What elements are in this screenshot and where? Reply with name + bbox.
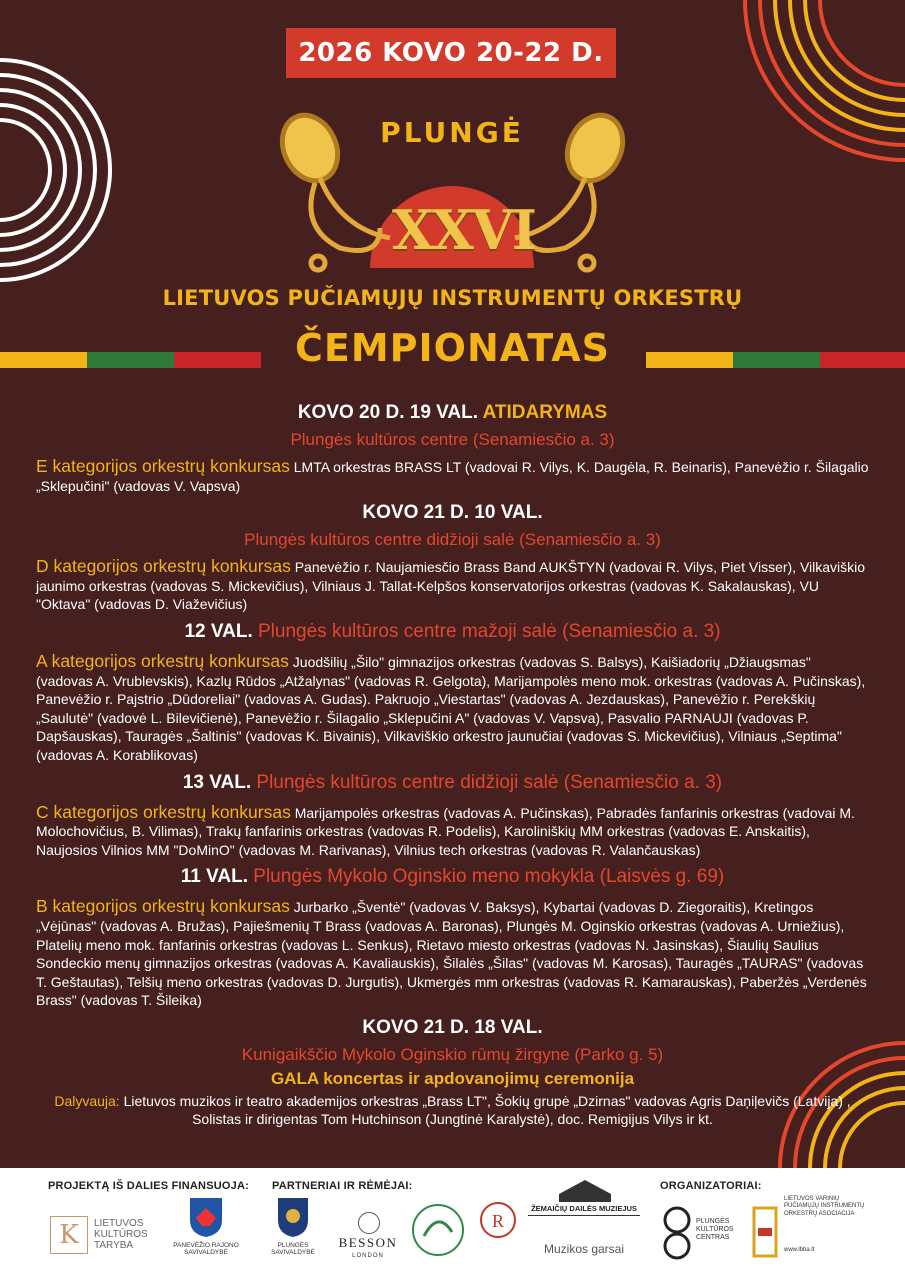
event-6-text — [36, 1092, 869, 1129]
event-2-text — [36, 557, 869, 614]
event-6-gala: GALA koncertas ir apdovanojimų ceremonija — [270, 1068, 635, 1088]
lvpioa-logo-icon — [750, 1204, 780, 1260]
event-3-text — [36, 652, 869, 765]
event-1-category: E kategorijos orkestrų konkursas — [36, 456, 290, 476]
sponsors-footer — [0, 1168, 905, 1280]
event-4-category: C kategorijos orkestrų konkursas — [36, 801, 291, 822]
program-content — [36, 401, 869, 1132]
event-2-header — [36, 501, 869, 525]
event-3-participants: Juodšilių „Šilo" gimnazijos orkestras (vadovas S. Balsys), Kaišiadorių „Džiaugsmas" (vadovas A. Vrublevskis), Kazlų Rūdos „Atžalynas" (vadovas R. Gelgota), Marijampolės meno mok. orkestras (vadovas A. Pučinskas), Panevėžio r. Pajstrio „Dūdoreliai" (vadovas A. Gudas). Pakruojo „Viestartas" (vadovas A. Jezdauskas), Panevėžio r. Perekškių „Saulutė" (vadovė L. Bilevičienė), Panevėžio r. Šilagalio „Sklepučini A" (vadovas V. Vapsva), Pasvalio PARNAUJI (vadovas P. Dapšauskas), Tauragės „Šaltinis" (vadovas K. Bivainis), Vilkaviškio orkestro jaunučiai (vadovas S. Mickevičius), Vilniaus „Septima" (vadovas A. Korablikovas) — [36, 653, 866, 763]
event-1-participants: LMTA orkestras BRASS LT (vadovai R. Vilys, K. Daugėla, R. Beinaris), Panevėžio r. Šilagalio „Sklepučini" (vadovas V. Vapsva) — [36, 459, 869, 494]
event-6-header — [36, 1016, 869, 1040]
besson-logo-text: BESSON — [338, 1235, 398, 1250]
lvpioa-url: www.lbba.lt — [784, 1247, 815, 1253]
event-6-time: KOVO 21 D. 18 VAL. — [362, 1016, 543, 1038]
event-5-text — [36, 897, 869, 1010]
event-1-header — [36, 401, 869, 425]
event-4-header — [36, 771, 869, 795]
event-2-category: D kategorijos orkestrų konkursas — [36, 556, 291, 577]
muzikos-garsai-logo-text: Muzikos garsai — [543, 1242, 625, 1256]
funders-heading: PROJEKTĄ IŠ DALIES FINANSUOJA: — [48, 1180, 249, 1192]
event-6-participants: Lietuvos muzikos ir teatro akademijos orkestras „Brass LT", Šokių grupė „Dzirnas" vadovas Agris Daņiļevičs (Latvija) , Solistas ir dirigentas Tom Hutchinson (Jungtinė Karalystė), doc. Remigijus Vilys ir kt. — [119, 1092, 851, 1128]
svg-text:R: R — [491, 1211, 505, 1231]
plunge-coat-icon — [276, 1196, 310, 1238]
besson-logo-subtext: LONDON — [352, 1253, 384, 1259]
date-banner: 2026 KOVO 20-22 D. — [286, 28, 616, 78]
event-5-venue: Plungės Mykolo Oginskio meno mokykla (Laisvės g. 69) — [253, 866, 725, 888]
music-school-logo-icon — [410, 1202, 466, 1258]
museum-logo-text: ŽEMAIČIŲ DAILĖS MUZIEJUS — [528, 1204, 640, 1216]
event-3-category: A kategorijos orkestrų konkursas — [36, 650, 289, 671]
flag-stripes-right — [646, 352, 905, 368]
event-1-text — [36, 457, 869, 495]
event-5-header — [36, 865, 869, 889]
organizers-heading: ORGANIZATORIAI: — [660, 1180, 762, 1192]
event-2-venue: Plungės kultūros centre didžioji salė (Senamiesčio a. 3) — [244, 530, 661, 550]
event-3-header — [36, 620, 869, 644]
event-5-category: B kategorijos orkestrų konkursas — [36, 896, 290, 917]
event-1-venue: Plungės kultūros centre (Senamiesčio a. 3) — [290, 430, 615, 449]
event-4-venue: Plungės kultūros centre didžioji salė (Senamiesčio a. 3) — [256, 771, 723, 793]
lvpioa-logo-text: LIETUVOS VARINIŲ PUČIAMŲJŲ INSTRUMENTŲ ORKESTRŲ ASOCIACIJA — [784, 1196, 865, 1217]
partners-heading: PARTNERIAI IR RĖMĖJAI: — [272, 1180, 413, 1192]
event-4-participants: Marijampolės orkestras (vadovas A. Pučinskas), Pabradės fanfarinis orkestras (vadovai M. Molochovičius, B. Vilimas), Trakų fanfarinis orkestras (vadovas R. Podelis), Karoliniškių MM orkestras (vadovas E. Anskaitis), Naujosios Vilnios MM "DoMinO" (vadovas M. Rarivanas), Vilnius tech orkestras (vadovas R. Valančauskas) — [36, 804, 855, 858]
event-1-time: KOVO 20 D. 19 VAL. — [297, 402, 479, 423]
event-6-venue: Kunigaikščio Mykolo Oginskio rūmų žirgyne (Parko g. 5) — [241, 1044, 664, 1064]
panevezys-logo-text: PANEVĖŽIO RAJONO SAVIVALDYBĖ — [173, 1242, 239, 1256]
museum-building-icon — [555, 1174, 615, 1204]
flag-stripes-left — [0, 352, 261, 368]
event-4-time: 13 VAL. — [182, 771, 252, 793]
event-5-time: 11 VAL. — [180, 866, 248, 888]
event-1-label: ATIDARYMAS — [482, 402, 608, 423]
romantic-logo-icon — [478, 1200, 518, 1252]
event-2-participants: Panevėžio r. Naujamiesčio Brass Band AUKŠTYN (vadovai R. Vilys, Piet Visser), Vilkaviškio jaunimo orkestras (vadovas S. Mickevičius), Vilniaus J. Tallat-Kelpšos konservatorijos orkestras (vadovas K. Sakalauskas), VU "Oktava" (vadovas D. Viaževičius) — [36, 559, 866, 613]
plunges-kc-logo-icon — [660, 1206, 694, 1260]
event-3-venue: Plungės kultūros centre mažoji salė (Senamiesčio a. 3) — [258, 620, 721, 642]
ltk-logo-mark: K — [50, 1216, 88, 1254]
event-2-time: KOVO 21 D. 10 VAL. — [362, 502, 543, 524]
panevezys-coat-icon — [188, 1196, 224, 1238]
plunges-kc-logo-text: PLUNGĖS KULTŪROS CENTRAS — [696, 1218, 734, 1241]
ltk-logo-text: LIETUVOS KULTŪROS TARYBA — [94, 1218, 148, 1251]
event-6-participants-label: Dalyvauja: — [54, 1092, 120, 1109]
event-5-participants: Jurbarko „Šventė" (vadovas V. Baksys), Kybartai (vadovas D. Ziegoraitis), Kretingos „Vėjūnas" (vadovas A. Bružas), Pajiešmenių T Brass (vadovas A. Baronas), Plungės M. Oginskio orkestras (vadovas A. Urniežius), Platelių meno mok. fanfarinis orkestras (vadovas L. Senkus), Rietavo miesto orkestras (vadovas N. Jasinskas), Šiaulių Saulius Sondeckio menų gimnazijos orkestras (vadovas A. Kavaliauskis), Šilalės „Šilas" (vadovas M. Karosas), Tauragės „TAURAS" (vadovas T. Geštautas), Telšių meno orkestras (vadovas D. Jurgutis), Ukmergės mm orkestras (vadovas R. Kamarauskas), Paberžės „Verdenės Brass" (vadovas T. Šileika) — [36, 899, 867, 1009]
city-name: PLUNGĖ — [380, 116, 524, 149]
event-4-text — [36, 803, 869, 860]
edition-number: XXVI — [392, 198, 535, 262]
title-line-1: LIETUVOS PUČIAMŲJŲ INSTRUMENTŲ ORKESTRŲ — [162, 286, 743, 310]
besson-emblem-icon — [358, 1212, 380, 1234]
plunge-logo-text: PLUNGĖS SAVIVALDYBĖ — [271, 1242, 315, 1256]
title-line-2: ČEMPIONATAS — [295, 326, 610, 370]
event-3-time: 12 VAL. — [184, 620, 253, 642]
